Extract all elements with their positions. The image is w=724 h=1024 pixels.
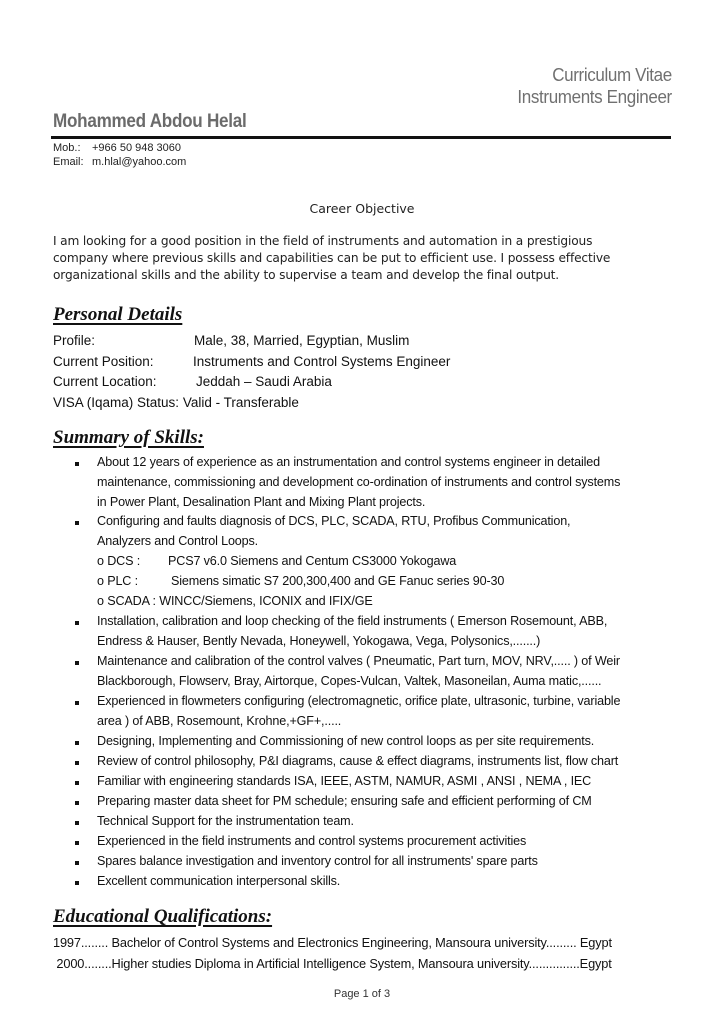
- skill-line: Experienced in the field instruments and control systems procurement activities: [97, 834, 527, 848]
- career-objective-heading: Career Objective: [309, 201, 415, 216]
- skill-line: Maintenance and calibration of the control valves ( Pneumatic, Part turn, MOV, NRV,..... ) of Weir: [97, 654, 620, 668]
- job-title: Instruments Engineer: [517, 86, 672, 107]
- detail-label: Current Position:: [53, 354, 154, 369]
- personal-details-heading: Personal Details: [53, 304, 183, 325]
- objective-line: company where previous skills and capabilities can be put to efficient use. I possess effective: [53, 251, 611, 265]
- contact-email: [53, 156, 186, 168]
- personal-detail-row: [53, 354, 450, 369]
- subitem-label: o SCADA :: [97, 594, 156, 608]
- cv-header-titles: [518, 64, 672, 108]
- skill-line: Familiar with engineering standards ISA, IEEE, ASTM, NAMUR, ASMI , ANSI , NEMA , IEC: [97, 774, 592, 788]
- bullet-icon: [75, 521, 79, 525]
- skill-line: Analyzers and Control Loops.: [97, 534, 259, 548]
- bullet-icon: [75, 781, 79, 785]
- detail-label: VISA (Iqama) Status:: [53, 395, 180, 410]
- skill-line: area ) of ABB, Rosemount, Krohne,+GF+,.....: [97, 714, 342, 728]
- skill-line: Configuring and faults diagnosis of DCS, PLC, SCADA, RTU, Profibus Communication,: [97, 514, 571, 528]
- bullet-icon: [75, 881, 79, 885]
- skill-line: Technical Support for the instrumentation team.: [97, 814, 354, 828]
- bullet-icon: [75, 801, 79, 805]
- career-objective-text: [53, 233, 683, 284]
- subitem-label: o DCS :: [97, 554, 141, 568]
- skill-line: Experienced in flowmeters configuring (electromagnetic, orifice plate, ultrasonic, turbine, variable: [97, 694, 621, 708]
- detail-value: Valid - Transferable: [182, 395, 299, 410]
- education-row: 2000........Higher studies Diploma in Artificial Intelligence System, Mansoura university...............Egypt: [53, 956, 612, 971]
- skill-line: in Power Plant, Desalination Plant and Mixing Plant projects.: [97, 495, 426, 509]
- detail-value: Jeddah – Saudi Arabia: [196, 374, 332, 389]
- email-value[interactable]: m.hlal@yahoo.com: [92, 156, 187, 168]
- skill-line: Excellent communication interpersonal skills.: [97, 874, 341, 888]
- doc-title: Curriculum Vitae: [552, 64, 672, 85]
- subitem-value: Siemens simatic S7 200,300,400 and GE Fanuc series 90-30: [171, 574, 505, 588]
- skill-line: About 12 years of experience as an instrumentation and control systems engineer in detailed: [97, 455, 601, 469]
- objective-line: I am looking for a good position in the field of instruments and automation in a prestigious: [53, 234, 593, 248]
- personal-detail-row: [53, 333, 409, 348]
- bullet-icon: [75, 841, 79, 845]
- bullet-icon: [75, 701, 79, 705]
- skill-subitem: [97, 554, 456, 568]
- email-label: Email:: [53, 156, 84, 168]
- subitem-value: PCS7 v6.0 Siemens and Centum CS3000 Yokogawa: [168, 554, 457, 568]
- skill-subitem: [97, 594, 373, 608]
- subitem-value: WINCC/Siemens, ICONIX and IFIX/GE: [159, 594, 373, 608]
- bullet-icon: [75, 741, 79, 745]
- bullet-icon: [75, 462, 79, 466]
- bullet-icon: [75, 861, 79, 865]
- mobile-value: +966 50 948 3060: [92, 142, 182, 154]
- skill-line: Blackborough, Flowserv, Bray, Airtorque, Copes-Vulcan, Valtek, Masoneilan, Auma matic,......: [97, 674, 602, 688]
- bullet-icon: [75, 821, 79, 825]
- bullet-icon: [75, 621, 79, 625]
- contact-mobile: [53, 142, 181, 154]
- detail-value: Male, 38, Married, Egyptian, Muslim: [194, 333, 410, 348]
- skill-line: maintenance, commissioning and development co-ordination of instruments and control systems: [97, 475, 621, 489]
- skills-heading: Summary of Skills:: [53, 427, 204, 448]
- objective-line: organizational skills and the ability to supervise a team and develop the final output.: [53, 268, 560, 282]
- skill-line: Review of control philosophy, P&I diagrams, cause & effect diagrams, instruments list, flow chart: [97, 754, 619, 768]
- candidate-name: Mohammed Abdou Helal: [53, 111, 247, 132]
- skill-line: Spares balance investigation and inventory control for all instruments' spare parts: [97, 854, 538, 868]
- personal-detail-row: [53, 395, 299, 410]
- detail-label: Profile:: [53, 333, 96, 348]
- skill-line: Installation, calibration and loop checking of the field instruments ( Emerson Rosemount, ABB,: [97, 614, 608, 628]
- education-heading: Educational Qualifications:: [53, 906, 273, 927]
- detail-label: Current Location:: [53, 374, 157, 389]
- subitem-label: o PLC :: [97, 574, 138, 588]
- bullet-icon: [75, 761, 79, 765]
- detail-value: Instruments and Control Systems Engineer: [193, 354, 451, 369]
- personal-detail-row: [53, 374, 332, 389]
- education-row: 1997........ Bachelor of Control Systems and Electronics Engineering, Mansoura university......... Egypt: [53, 935, 612, 950]
- skill-subitem: [97, 574, 504, 588]
- mobile-label: Mob.:: [53, 142, 81, 154]
- skill-line: Endress & Hauser, Bently Nevada, Honeywell, Yokogawa, Vega, Polysonics,.......): [97, 634, 541, 648]
- bullet-icon: [75, 661, 79, 665]
- page-number: Page 1 of 3: [333, 988, 391, 1000]
- skill-line: Preparing master data sheet for PM schedule; ensuring safe and efficient performing of CM: [97, 794, 592, 808]
- header-divider: [51, 136, 671, 139]
- skill-line: Designing, Implementing and Commissioning of new control loops as per site requirements.: [97, 734, 595, 748]
